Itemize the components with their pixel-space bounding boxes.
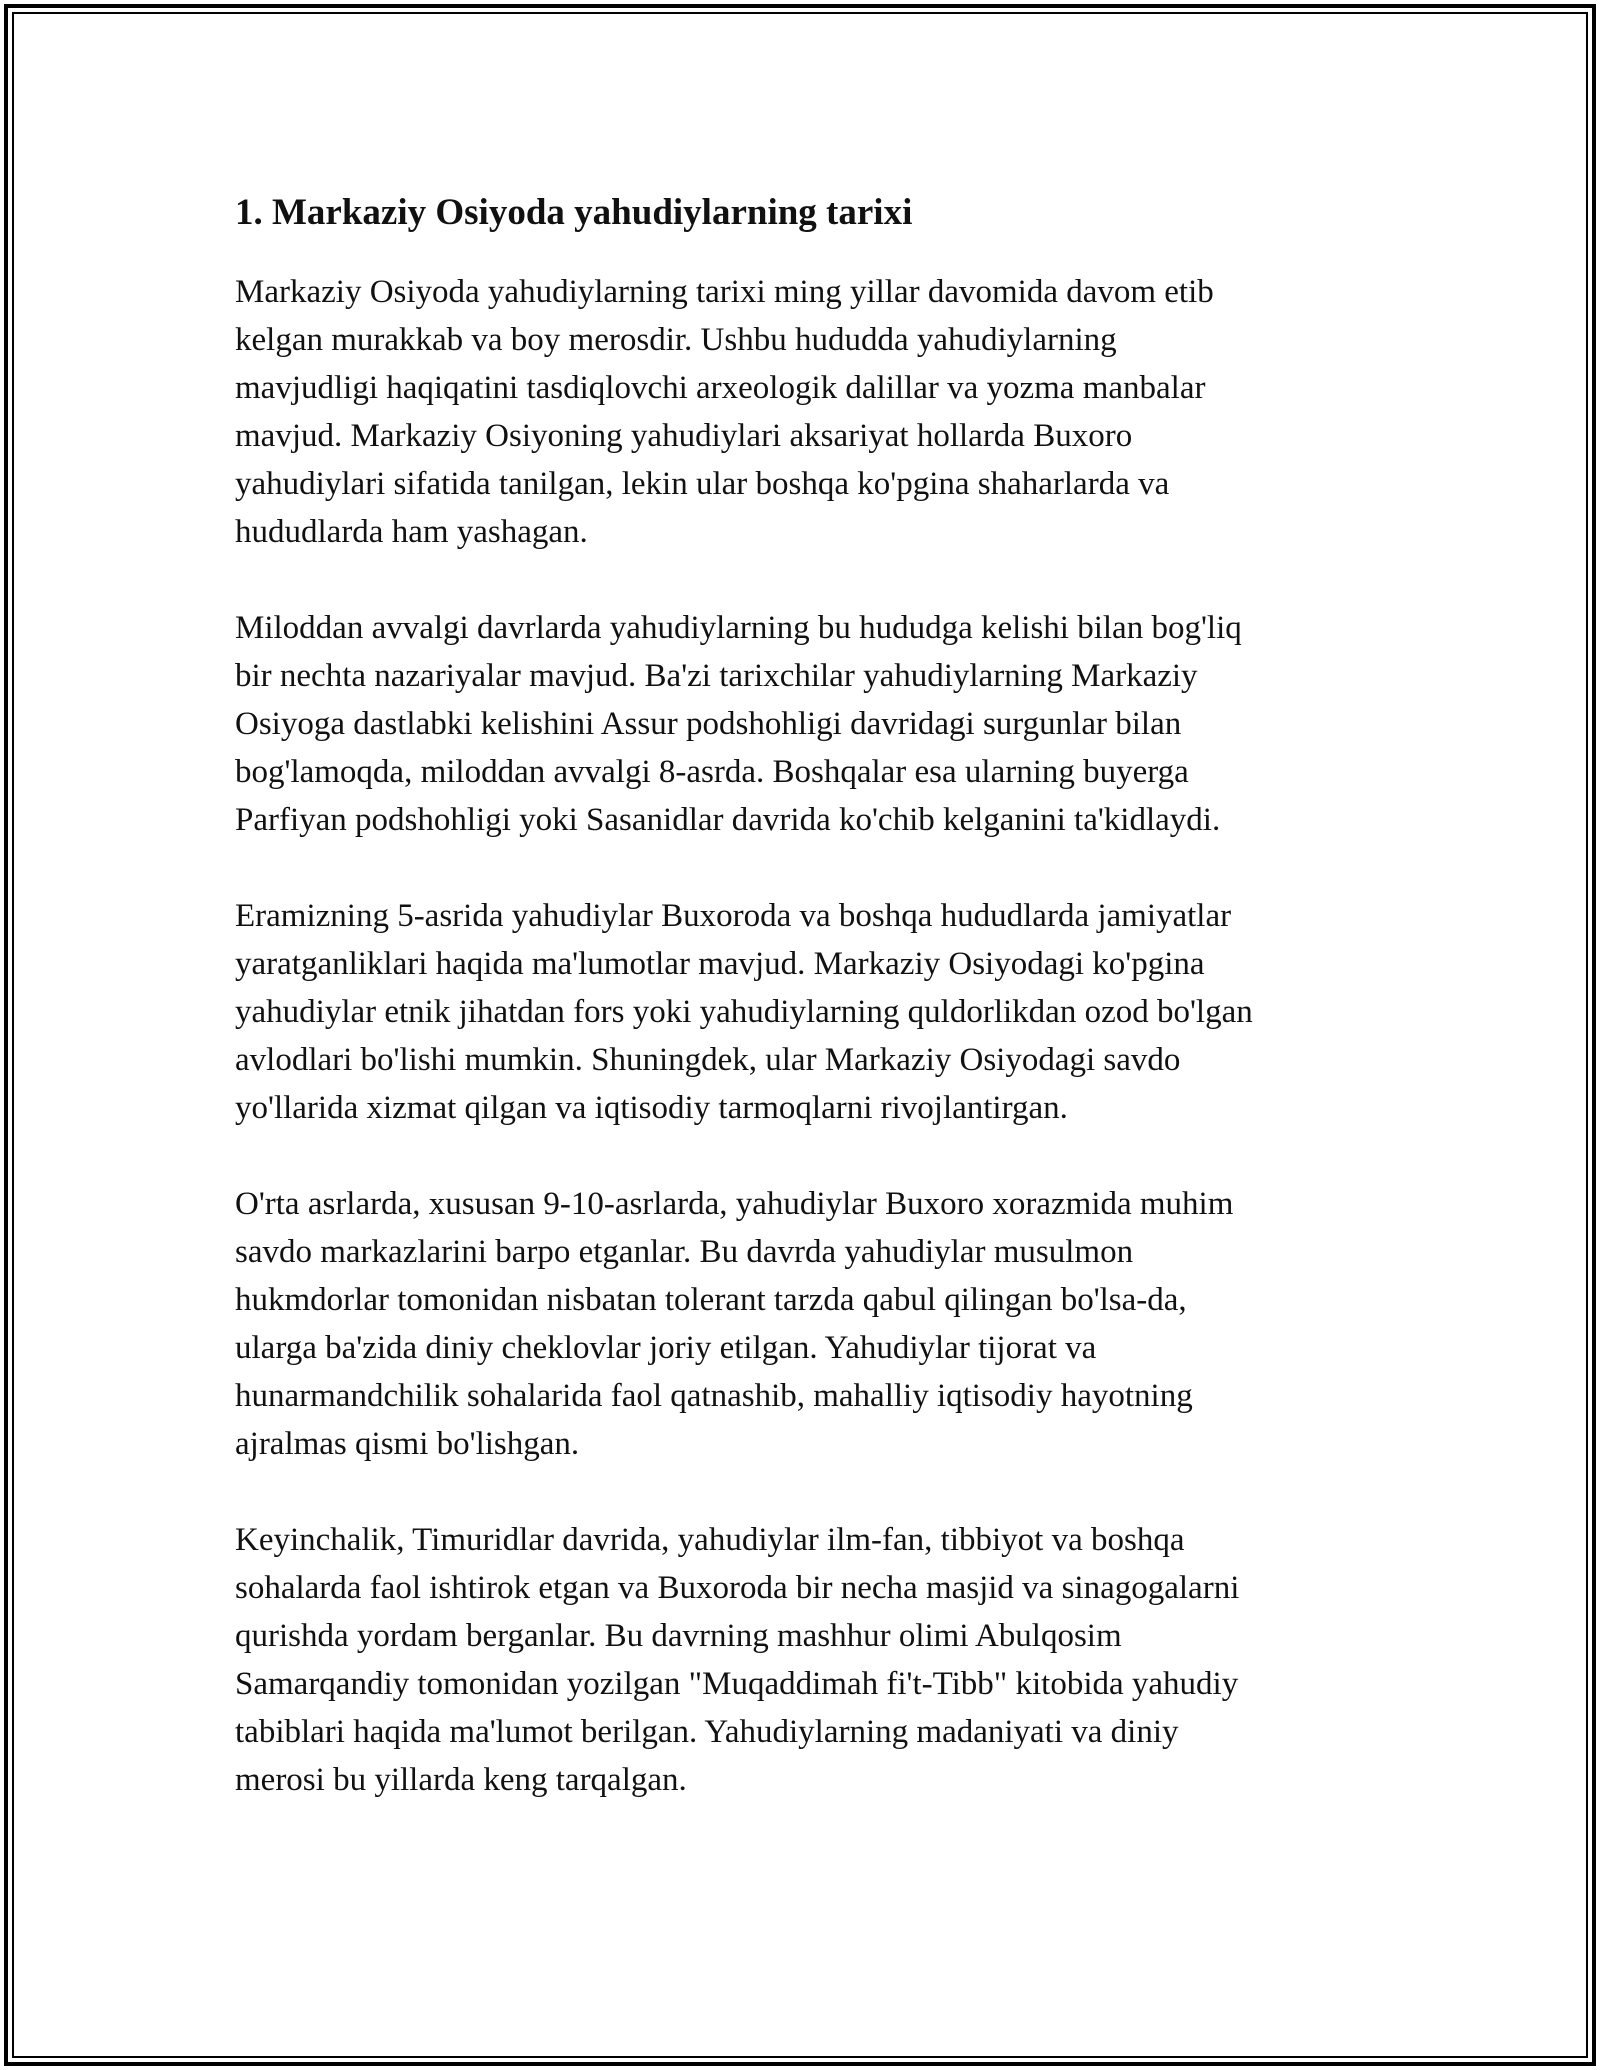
paragraph-4: O'rta asrlarda, xususan 9-10-asrlarda, yahudiylar Buxoro xorazmida muhim savdo markazlarini barpo etganlar. Bu davrda yahudiylar musulmon hukmdorlar tomonidan nisbatan tolerant tarzda qabul qilingan bo'lsa-da, ularga ba'zida diniy cheklovlar joriy etilgan. Yahudiylar tijorat va hunarmandchilik sohalarida faol qatnashib, mahalliy iqtisodiy hayotning ajralmas qismi bo'lishgan.: [235, 1186, 1234, 1462]
paragraph-3: Eramizning 5-asrida yahudiylar Buxoroda va boshqa hududlarda jamiyatlar yaratganliklari haqida ma'lumotlar mavjud. Markaziy Osiyodagi ko'pgina yahudiylar etnik jihatdan fors yoki yahudiylarning quldorlikdan ozod bo'lgan avlodlari bo'lishi mumkin. Shuningdek, ular Markaziy Osiyodagi savdo yo'llarida xizmat qilgan va iqtisodiy tarmoqlarni rivojlantirgan.: [235, 898, 1253, 1126]
page-title: 1. Markaziy Osiyoda yahudiylarning tarixi: [235, 192, 913, 233]
paragraph-1: Markaziy Osiyoda yahudiylarning tarixi ming yillar davomida davom etib kelgan murakkab va boy merosdir. Ushbu hududda yahudiylarning mavjudligi haqiqatini tasdiqlovchi arxeologik dalillar va yozma manbalar mavjud. Markaziy Osiyoning yahudiylari aksariyat hollarda Buxoro yahudiylari sifatida tanilgan, lekin ular boshqa ko'pgina shaharlarda va hududlarda ham yashagan.: [235, 274, 1214, 550]
paragraph-5: Keyinchalik, Timuridlar davrida, yahudiylar ilm-fan, tibbiyot va boshqa sohalarda faol ishtirok etgan va Buxoroda bir necha masjid va sinagogalarni qurishda yordam berganlar. Bu davrning mashhur olimi Abulqosim Samarqandiy tomonidan yozilgan "Muqaddimah fi't-Tibb" kitobida yahudiy tabiblari haqida ma'lumot berilgan. Yahudiylarning madaniyati va diniy merosi bu yillarda keng tarqalgan.: [235, 1522, 1240, 1798]
document-body: [235, 188, 1385, 1852]
paragraph-2: Miloddan avvalgi davrlarda yahudiylarning bu hududga kelishi bilan bog'liq bir nechta nazariyalar mavjud. Ba'zi tarixchilar yahudiylarning Markaziy Osiyoga dastlabki kelishini Assur podshohligi davridagi surgunlar bilan bog'lamoqda, miloddan avvalgi 8-asrda. Boshqalar esa ularning buyerga Parfiyan podshohligi yoki Sasanidlar davrida ko'chib kelganini ta'kidlaydi.: [235, 610, 1242, 838]
